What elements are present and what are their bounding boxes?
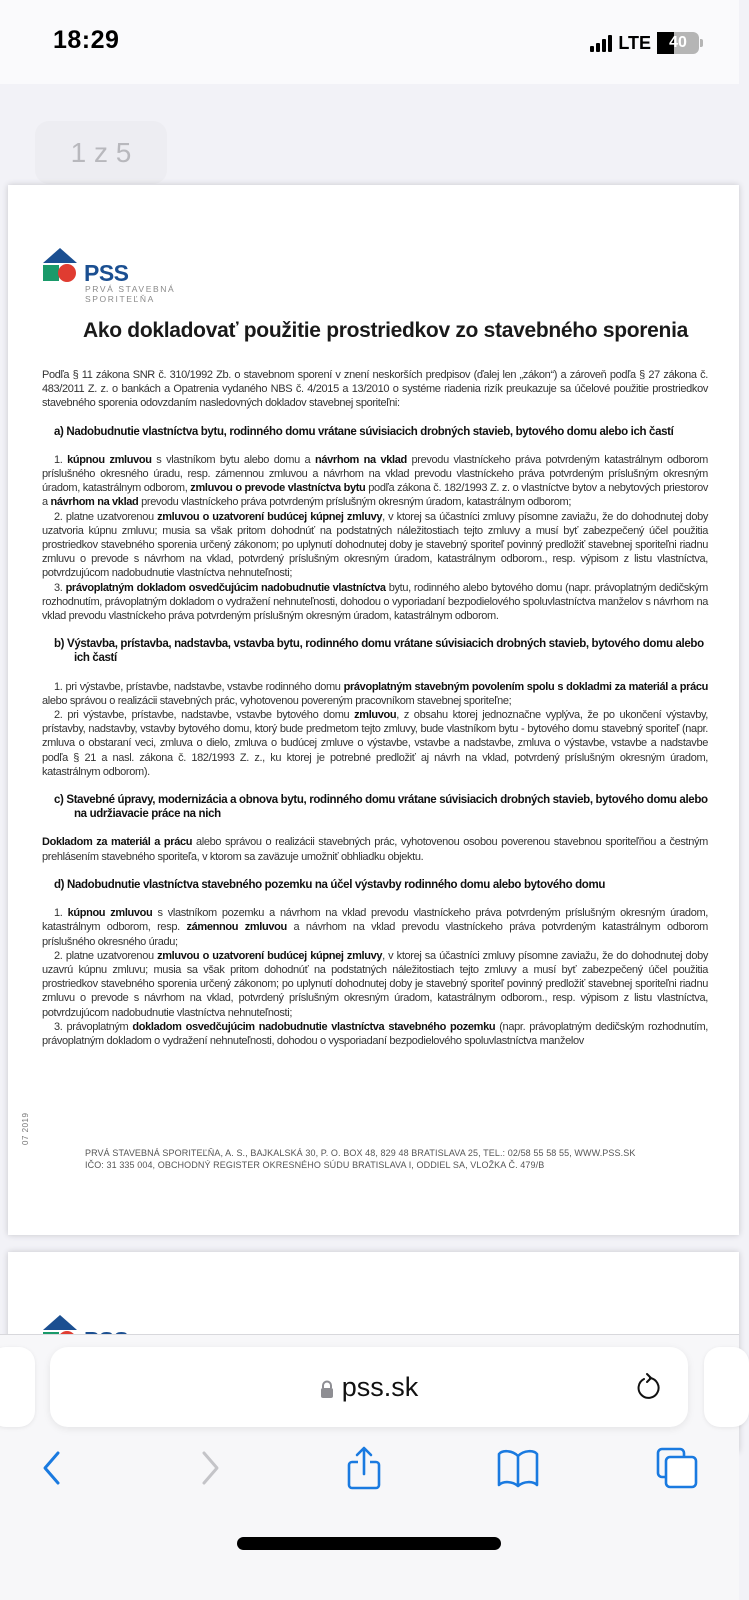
footer-line-2: IČO: 31 335 004, OBCHODNÝ REGISTER OKRESNÉHO SÚDU BRATISLAVA I, ODDIEL SA, VLOŽKA Č. 479/B <box>85 1160 545 1170</box>
previous-tab-preview[interactable] <box>0 1347 35 1427</box>
list-item: 2. platne uzatvorenou zmluvou o uzatvorení budúcej kúpnej zmluvy, v ktorej sa účastníci zmluvy písomne zaviažu, že do dohodnutej doby uzavrú kúpnu zmluvu; musia sa však pritom dohodnúť na podstatných náležitostiach tejto zmluvy a musí byť zabezpečený účel použitia prostriedkov stavebného sporenia určený zákonom; po uplynutí dohodnutej doby je stavebný sporiteľ povinný predložiť stavebnej sporiteľni riadnu zmluvu o prevode s návrhom na vklad, potvrdený príslušným okresným úradom, katastrálnym odborom., resp. výpisom z listu vlastníctva, potvrdzujúcom nadobudnutie vlastníctva nehnuteľnosti; <box>42 949 709 1019</box>
next-tab-preview[interactable] <box>704 1347 749 1427</box>
logo-brand: PSS <box>84 260 129 286</box>
tabs-icon <box>656 1447 698 1489</box>
section-heading: a) Nadobudnutie vlastníctva bytu, rodinného domu vrátane súvisiacich drobných stavieb, bytového domu alebo ich častí <box>54 425 674 438</box>
chevron-left-icon <box>41 1450 63 1486</box>
status-time: 18:29 <box>53 26 120 54</box>
document-date: 07 2019 <box>21 1112 30 1145</box>
page-indicator: 1 z 5 <box>35 121 167 184</box>
logo-subtitle-line2: SPORITEĽŇA <box>85 294 155 304</box>
intro-paragraph: Podľa § 11 zákona SNR č. 310/1992 Zb. o stavebnom sporení v znení neskorších predpisov (ďalej len „zákon“) a zároveň podľa § 27 zákona č. 483/2011 Z. z. o bankách a Opatrenia vydaného NBS č. 4/2015 a 13/2010 o systéme riadenia rizík preukazuje sa účelové použitie prostriedkov stavebného sporenia odovzdaním nasledovných dokladov stavebnej sporiteľni: <box>42 369 708 410</box>
network-type: LTE <box>618 32 651 53</box>
lock-icon <box>320 1380 334 1398</box>
footer-line-1: PRVÁ STAVEBNÁ SPORITEĽŇA, A. S., BAJKALSKÁ 30, P. O. BOX 48, 829 48 BRATISLAVA 25, TEL.: 02/58 55 58 55, WWW.PSS.SK <box>85 1148 636 1158</box>
url-text: pss.sk <box>341 1371 419 1402</box>
section-heading: b) Výstavba, prístavba, nadstavba, vstavba bytu, rodinného domu vrátane súvisiacich drobných stavieb, bytového domu alebo ich častí <box>54 638 704 665</box>
list-item: 3. právoplatným dokladom osvedčujúcim nadobudnutie vlastníctva stavebného pozemku (napr. právoplatným dedičským rozhodnutím, právoplatným dokladom o vydražení nehnuteľnosti, dohodou o vysporiadaní bezpodielového spoluvlastníctva manželov <box>42 1020 709 1047</box>
section-heading: d) Nadobudnutie vlastníctva stavebného pozemku na účel výstavby rodinného domu alebo bytového domu <box>54 878 606 891</box>
back-button[interactable] <box>27 1443 77 1493</box>
battery-icon <box>657 32 699 54</box>
home-indicator[interactable] <box>237 1537 501 1550</box>
list-item: 1. kúpnou zmluvou s vlastníkom pozemku a návrhom na vklad prevodu vlastníckeho práva potvrdeným príslušným okresným úradom, katastrálnym odborom, resp. zámennou zmluvou a návrhom na vklad prevodu vlastníckeho práva potvrdeným katastrálnym odborom príslušného okresného úradu; <box>42 907 708 948</box>
logo-subtitle-line1: PRVÁ STAVEBNÁ <box>85 284 176 294</box>
list-item: 2. pri výstavbe, prístavbe, nadstavbe, vstavbe bytového domu zmluvou, z obsahu ktorej jednoznačne vyplýva, že po ukončení výstavby, prístavby, nadstavby, vstavby bytového domu, ktorý bude predmetom tejto zmluvy, bude vlastníkom bytu - bytového domu stavebný sporiteľ (napr. zmluva o obstaraní veci, zmluva o dielo, zmluva o budúcej zmluve o výstavbe, vstavbe a nadstavbe, zmluva o výstavbe, vstavbe a nadstavbe podľa § 21 a nasl. zákona č. 182/1993 Z. z., ku ktorej je potrebné predložiť aj návrh na vklad, potvrdený príslušným okresným úradom, katastrálnym odborom). <box>42 709 709 778</box>
status-indicators <box>590 32 703 54</box>
document-footer <box>85 1147 635 1171</box>
address-bar[interactable] <box>50 1347 688 1427</box>
list-item: 1. kúpnou zmluvou s vlastníkom bytu alebo domu a návrhom na vklad prevodu vlastníckeho práva potvrdeným katastrálnym odborom príslušného okresného úradu, resp. zámennou zmluvou a návrhom na vklad prevodu vlastníckeho práva potvrdeným príslušným okresným úradom, katastrálnym odborom, zmluvou o prevode vlastníctva bytu podľa zákona č. 182/1993 Z. z. o vlastníctve bytov a nebytových priestorov a návrhom na vklad prevodu vlastníckeho práva potvrdeným príslušným okresným úradom, katastrálnym odborom; <box>42 453 708 509</box>
document-body <box>42 368 708 1048</box>
pss-logo <box>42 248 129 287</box>
section-paragraph: Dokladom za materiál a prácu alebo správou o realizácii stavebných prác, vyhotovenou osobou poverenou stavebnou sporiteľňou a čestným prehlásením stavebného sporiteľa, v ktorom sa zaväzuje umožniť obhliadku objektu. <box>42 836 708 863</box>
pss-logo-icon <box>42 248 78 284</box>
tabs-button[interactable] <box>652 1443 702 1493</box>
browser-toolbar <box>0 1435 739 1505</box>
forward-button[interactable] <box>185 1443 235 1493</box>
cellular-signal-icon <box>590 34 612 52</box>
browser-bottom-bar <box>0 1334 739 1600</box>
battery-tip <box>700 39 703 47</box>
pdf-viewer[interactable] <box>0 84 739 1334</box>
share-button[interactable] <box>339 1443 389 1493</box>
list-item: 2. platne uzatvorenou zmluvou o uzatvorení budúcej kúpnej zmluvy, v ktorej sa účastníci zmluvy písomne zaviažu, že do dohodnutej doby uzatvoria kúpnu zmluvu; musia sa však pritom dohodnúť na podstatných náležitostiach tejto zmluvy a musí byť zabezpečený účel použitia prostriedkov stavebného sporenia určený zákonom; po uplynutí dohodnutej doby je stavebný sporiteľ povinný predložiť stavebnej sporiteľni riadnu zmluvu o prevode s návrhom na vklad, potvrdený príslušným okresným úradom, katastrálnym odborom., resp. výpisom z listu vlastníctva, potvrdzujúcom nadobudnutie vlastníctva nehnuteľnosti; <box>42 510 709 580</box>
reload-icon[interactable] <box>634 1371 664 1403</box>
status-bar <box>0 0 739 84</box>
list-item: 1. pri výstavbe, prístavbe, nadstavbe, vstavbe rodinného domu právoplatným stavebným povolením spolu s dokladmi za materiál a prácu alebo správou o realizácii stavebných prác, vyhotovenou povereným pracovníkom stavebnej sporiteľne; <box>42 680 708 707</box>
pdf-page-1 <box>8 185 739 1235</box>
logo-subtitle <box>85 284 175 304</box>
share-icon <box>346 1446 382 1490</box>
bookmarks-button[interactable] <box>493 1443 543 1493</box>
book-icon <box>496 1448 540 1488</box>
document-title: Ako dokladovať použitie prostriedkov zo stavebného sporenia <box>83 319 688 342</box>
list-item: 3. právoplatným dokladom osvedčujúcim nadobudnutie vlastníctva bytu, rodinného alebo bytového domu (napr. právoplatným dedičským rozhodnutím, právoplatným dokladom o vydražení nehnuteľnosti, dohodou o vyporiadaní bezpodielového spoluvlastníctva manželov s návrhom na vklad prevodu vlastníckeho práva potvrdeným príslušným okresným úradom, katastrálnym odborom. <box>42 581 708 623</box>
battery-level: 40 <box>669 34 687 51</box>
chevron-right-icon <box>199 1450 221 1486</box>
section-heading: c) Stavebné úpravy, modernizácia a obnova bytu, rodinného domu vrátane súvisiacich drobných stavieb, bytového domu alebo na udržiavacie práce na nich <box>54 794 708 821</box>
